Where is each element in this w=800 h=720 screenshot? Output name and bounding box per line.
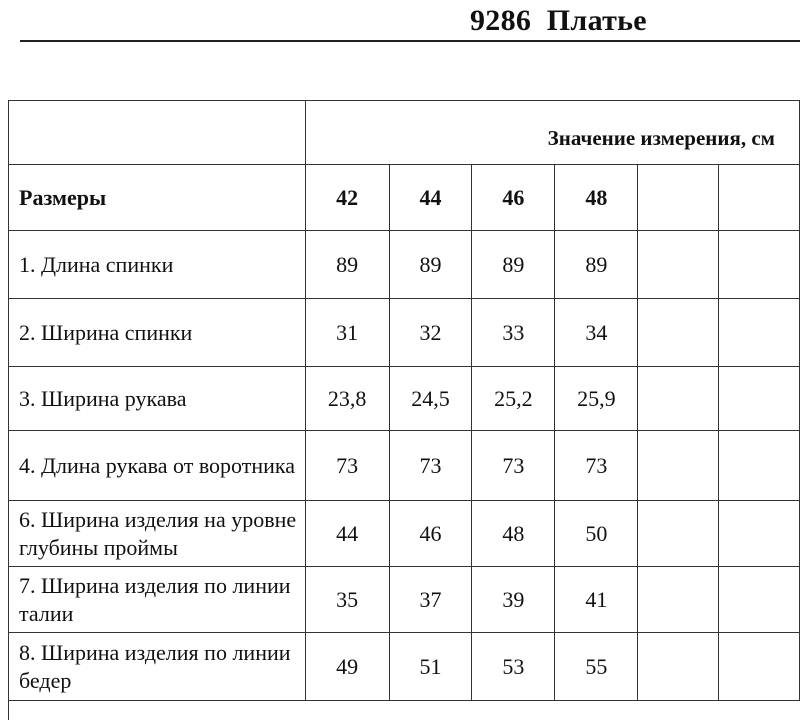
table-row (9, 431, 800, 501)
value-cell (719, 367, 800, 431)
measurements-table (8, 100, 800, 701)
value-cell: 53 (472, 633, 555, 701)
value-cell: 89 (305, 231, 389, 299)
table-row (9, 501, 800, 567)
table-row (9, 231, 800, 299)
size-label: Размеры (9, 165, 306, 231)
value-cell: 89 (555, 231, 638, 299)
value-cell (638, 299, 719, 367)
value-cell (719, 231, 800, 299)
value-cell: 25,9 (555, 367, 638, 431)
value-cell (638, 431, 719, 501)
value-cell (719, 501, 800, 567)
value-cell (719, 431, 800, 501)
value-cell (638, 501, 719, 567)
size-header-cell: 42 (305, 165, 389, 231)
value-cell: 39 (472, 567, 555, 633)
value-cell: 24,5 (389, 367, 472, 431)
table-row (9, 367, 800, 431)
value-cell: 73 (472, 431, 555, 501)
title-divider (20, 40, 800, 42)
table-continuation-line (8, 700, 9, 720)
value-cell (719, 567, 800, 633)
value-cell: 32 (389, 299, 472, 367)
value-cell (638, 633, 719, 701)
row-label: 6. Ширина изделия на уровне глубины проймы (9, 501, 306, 567)
value-cell: 25,2 (472, 367, 555, 431)
size-header-cell: 46 (472, 165, 555, 231)
size-header-cell: 44 (389, 165, 472, 231)
page-title: 9286 Платье (470, 4, 647, 37)
row-label: 4. Длина рукава от воротника (9, 431, 306, 501)
value-cell: 51 (389, 633, 472, 701)
size-header-cell (638, 165, 719, 231)
value-cell: 35 (305, 567, 389, 633)
value-cell: 46 (389, 501, 472, 567)
table-row (9, 567, 800, 633)
value-cell: 55 (555, 633, 638, 701)
row-label: 2. Ширина спинки (9, 299, 306, 367)
value-cell: 31 (305, 299, 389, 367)
row-label: 7. Ширина изделия по линии талии (9, 567, 306, 633)
size-header-row (9, 165, 800, 231)
value-cell: 41 (555, 567, 638, 633)
value-cell: 23,8 (305, 367, 389, 431)
value-cell: 73 (305, 431, 389, 501)
value-cell: 89 (472, 231, 555, 299)
group-header-row (9, 101, 800, 165)
empty-corner-cell (9, 101, 306, 165)
value-cell (638, 231, 719, 299)
value-cell (719, 633, 800, 701)
row-label: 3. Ширина рукава (9, 367, 306, 431)
value-cell (638, 367, 719, 431)
value-cell: 34 (555, 299, 638, 367)
row-label: 8. Ширина изделия по линии бедер (9, 633, 306, 701)
value-cell: 37 (389, 567, 472, 633)
value-cell: 48 (472, 501, 555, 567)
table-row (9, 299, 800, 367)
value-cell (638, 567, 719, 633)
value-cell: 89 (389, 231, 472, 299)
value-cell: 73 (389, 431, 472, 501)
group-header: Значение измерения, см (305, 101, 799, 165)
size-header-cell (719, 165, 800, 231)
size-header-cell: 48 (555, 165, 638, 231)
value-cell: 33 (472, 299, 555, 367)
value-cell: 44 (305, 501, 389, 567)
row-label: 1. Длина спинки (9, 231, 306, 299)
value-cell: 50 (555, 501, 638, 567)
value-cell (719, 299, 800, 367)
table-row (9, 633, 800, 701)
value-cell: 73 (555, 431, 638, 501)
value-cell: 49 (305, 633, 389, 701)
